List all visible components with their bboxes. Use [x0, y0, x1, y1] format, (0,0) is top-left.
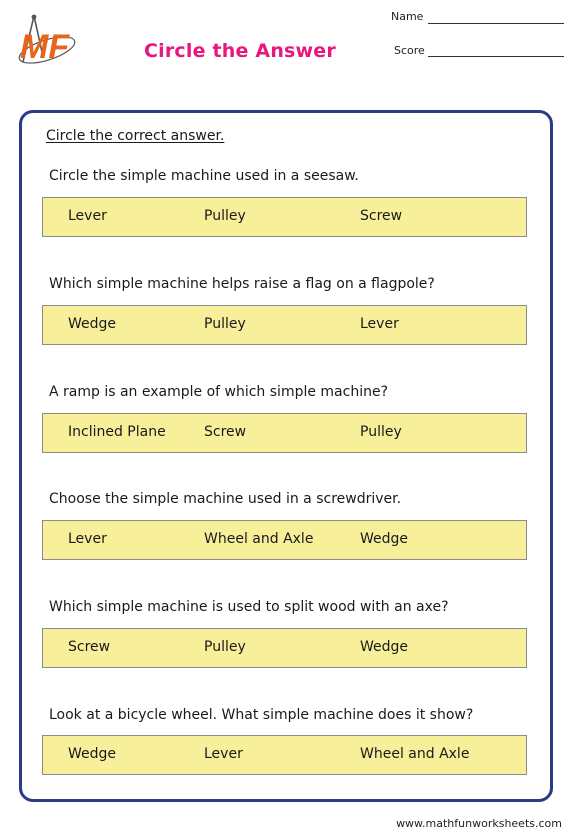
answer-row-5 — [42, 628, 527, 668]
question-6: Look at a bicycle wheel. What simple machine does it show? — [49, 707, 474, 723]
score-line — [428, 56, 564, 57]
answer-option[interactable]: Wedge — [68, 746, 117, 762]
score-field[interactable] — [394, 44, 566, 60]
name-line — [428, 23, 564, 24]
answer-option[interactable]: Pulley — [204, 208, 246, 224]
answer-row-4 — [42, 520, 527, 560]
name-label: Name — [391, 10, 424, 23]
answer-row-6 — [42, 735, 527, 775]
worksheet-title: Circle the Answer — [144, 40, 336, 62]
question-1: Circle the simple machine used in a seesaw. — [49, 168, 359, 184]
answer-option[interactable]: Wedge — [360, 639, 409, 655]
instruction-text: Circle the correct answer. — [46, 128, 225, 144]
footer-website[interactable]: www.mathfunworksheets.com — [396, 817, 562, 830]
answer-option[interactable]: Screw — [204, 424, 247, 440]
answer-option[interactable]: Screw — [68, 639, 111, 655]
score-label: Score — [394, 44, 425, 57]
answer-option[interactable]: Wedge — [68, 316, 117, 332]
question-2: Which simple machine helps raise a flag on a flagpole? — [49, 276, 435, 292]
answer-option[interactable]: Wheel and Axle — [204, 531, 314, 547]
answer-option[interactable]: Lever — [360, 316, 399, 332]
answer-option[interactable]: Inclined Plane — [68, 424, 166, 440]
answer-option[interactable]: Lever — [68, 531, 107, 547]
mathfun-logo — [14, 12, 78, 72]
question-4: Choose the simple machine used in a screwdriver. — [49, 491, 402, 507]
answer-option[interactable]: Pulley — [360, 424, 402, 440]
answer-row-2 — [42, 305, 527, 345]
answer-row-1 — [42, 197, 527, 237]
svg-text:MF: MF — [20, 28, 70, 66]
answer-option[interactable]: Screw — [360, 208, 403, 224]
answer-option[interactable]: Lever — [204, 746, 243, 762]
name-field[interactable] — [391, 10, 566, 26]
question-3: A ramp is an example of which simple machine? — [49, 384, 389, 400]
answer-row-3 — [42, 413, 527, 453]
answer-option[interactable]: Lever — [68, 208, 107, 224]
question-5: Which simple machine is used to split wood with an axe? — [49, 599, 449, 615]
answer-option[interactable]: Pulley — [204, 316, 246, 332]
answer-option[interactable]: Pulley — [204, 639, 246, 655]
answer-option[interactable]: Wedge — [360, 531, 409, 547]
answer-option[interactable]: Wheel and Axle — [360, 746, 470, 762]
